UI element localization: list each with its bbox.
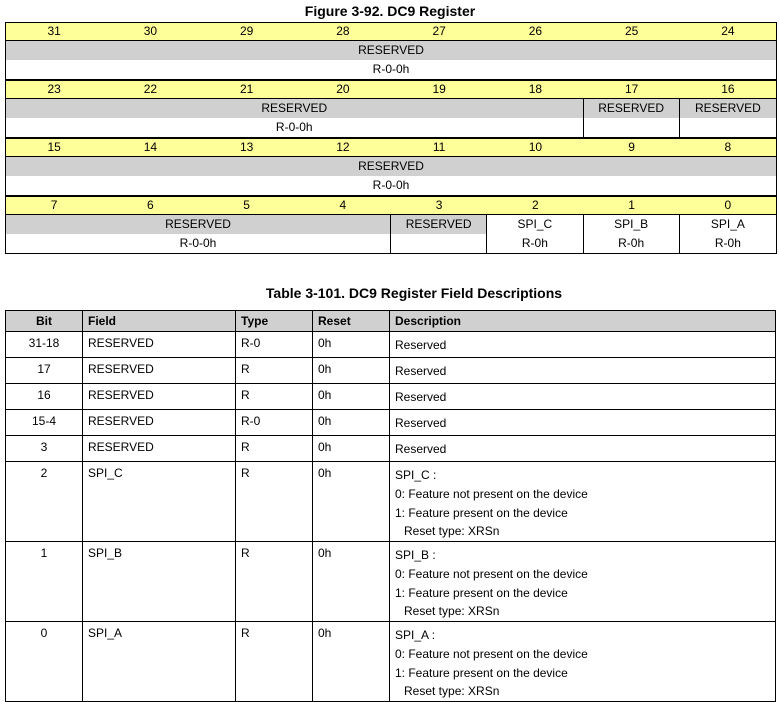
table-row xyxy=(6,332,776,358)
description-line: 0: Feature not present on the device xyxy=(395,567,588,581)
bit-number: 2 xyxy=(532,198,539,212)
table-row xyxy=(6,384,776,410)
bit-number: 3 xyxy=(435,198,443,212)
table-row xyxy=(6,462,776,542)
description-line: 0: Feature not present on the device xyxy=(395,487,588,501)
field-reset-row xyxy=(6,234,776,253)
figure-title: Figure 3-92. DC9 Register xyxy=(304,3,476,19)
cell-description xyxy=(390,622,776,702)
cell-description xyxy=(390,462,776,542)
description-line: 0: Feature not present on the device xyxy=(395,647,588,661)
cell-reset: 0h xyxy=(313,622,390,702)
cell-field: SPI_B xyxy=(83,542,236,622)
cell-type: R xyxy=(236,622,313,702)
cell-reset: 0h xyxy=(313,384,390,410)
bit-number-row xyxy=(6,196,776,215)
cell-type: R-0 xyxy=(236,410,313,436)
reset-type-line: Reset type: XRSn xyxy=(404,524,500,538)
cell-description xyxy=(390,384,776,410)
header-description: Description xyxy=(390,311,776,332)
field-reset-cell: R-0h xyxy=(584,234,680,253)
bit-number: 8 xyxy=(724,140,732,154)
cell-field: RESERVED xyxy=(83,436,236,462)
cell-description xyxy=(390,332,776,358)
field-name-row xyxy=(6,41,776,60)
cell-bit: 1 xyxy=(6,542,83,622)
bit-number: 9 xyxy=(628,140,635,154)
bit-number-row xyxy=(6,138,776,157)
description-line: Reserved xyxy=(395,364,447,378)
table-row xyxy=(6,542,776,622)
field-reset-cell: R-0-0h xyxy=(6,60,776,79)
description-line: SPI_B : xyxy=(395,548,436,562)
bit-number: 17 xyxy=(624,82,639,96)
field-reset-cell: R-0-0h xyxy=(6,234,391,253)
bit-number: 25 xyxy=(624,24,639,38)
cell-bit: 17 xyxy=(6,358,83,384)
field-name-cell: RESERVED xyxy=(6,157,776,176)
cell-field: SPI_C xyxy=(83,462,236,542)
description-line: SPI_A : xyxy=(395,628,436,642)
description-line: Reserved xyxy=(395,442,447,456)
header-field: Field xyxy=(83,311,236,332)
description-line: 1: Feature present on the device xyxy=(395,586,568,600)
cell-description xyxy=(390,410,776,436)
cell-reset: 0h xyxy=(313,332,390,358)
bit-number: 4 xyxy=(339,198,347,212)
bit-number: 21 xyxy=(239,82,254,96)
cell-reset: 0h xyxy=(313,542,390,622)
cell-description xyxy=(390,542,776,622)
field-name-cell: RESERVED xyxy=(584,99,680,118)
bit-number: 15 xyxy=(47,140,61,154)
bit-number: 7 xyxy=(50,198,58,212)
reset-type-line: Reset type: XRSn xyxy=(404,684,500,698)
cell-field: RESERVED xyxy=(83,410,236,436)
table-row xyxy=(6,436,776,462)
bit-number: 26 xyxy=(528,24,543,38)
field-reset-row xyxy=(6,176,776,195)
bit-number: 29 xyxy=(239,24,254,38)
header-bit: Bit xyxy=(6,311,83,332)
bit-number: 10 xyxy=(528,140,543,154)
bit-number: 12 xyxy=(336,140,350,154)
bit-number: 6 xyxy=(147,198,154,212)
field-reset-row xyxy=(6,60,776,79)
cell-bit: 15-4 xyxy=(6,410,83,436)
table-header-row xyxy=(6,311,776,332)
field-reset-cell xyxy=(584,118,680,137)
reset-type-line: Reset type: XRSn xyxy=(404,604,500,618)
description-line: 1: Feature present on the device xyxy=(395,506,568,520)
bit-number: 16 xyxy=(721,82,735,96)
field-name-row xyxy=(6,157,776,176)
cell-type: R xyxy=(236,436,313,462)
cell-bit: 16 xyxy=(6,384,83,410)
field-name-cell: SPI_B xyxy=(584,215,680,234)
table-row xyxy=(6,410,776,436)
register-row xyxy=(6,22,776,80)
table-row xyxy=(6,358,776,384)
cell-bit: 3 xyxy=(6,436,83,462)
field-description-table xyxy=(5,310,776,702)
cell-reset: 0h xyxy=(313,358,390,384)
bit-number: 11 xyxy=(432,140,446,154)
bit-number: 27 xyxy=(432,24,446,38)
cell-reset: 0h xyxy=(313,462,390,542)
field-name-row xyxy=(6,99,776,118)
cell-bit: 0 xyxy=(6,622,83,702)
bit-number: 1 xyxy=(628,198,635,212)
field-reset-row xyxy=(6,118,776,137)
cell-type: R xyxy=(236,542,313,622)
bit-number: 14 xyxy=(143,140,158,154)
cell-field: RESERVED xyxy=(83,358,236,384)
bit-number: 30 xyxy=(143,24,158,38)
field-name-cell: RESERVED xyxy=(680,99,776,118)
field-reset-cell xyxy=(680,118,776,137)
cell-bit: 2 xyxy=(6,462,83,542)
cell-reset: 0h xyxy=(313,436,390,462)
field-name-cell: RESERVED xyxy=(391,215,487,234)
cell-field: RESERVED xyxy=(83,332,236,358)
field-name-cell: SPI_C xyxy=(487,215,583,234)
cell-type: R xyxy=(236,462,313,542)
bit-number: 13 xyxy=(239,140,254,154)
cell-description xyxy=(390,358,776,384)
bit-number: 19 xyxy=(432,82,446,96)
bit-number: 31 xyxy=(47,24,61,38)
bit-number-row xyxy=(6,22,776,41)
cell-type: R xyxy=(236,384,313,410)
bit-number: 5 xyxy=(243,198,250,212)
field-name-row xyxy=(6,215,776,234)
header-type: Type xyxy=(236,311,313,332)
field-name-cell: RESERVED xyxy=(6,215,391,234)
cell-reset: 0h xyxy=(313,410,390,436)
cell-field: RESERVED xyxy=(83,384,236,410)
field-reset-cell: R-0h xyxy=(487,234,583,253)
field-reset-cell: R-0h xyxy=(680,234,776,253)
field-reset-cell: R-0-0h xyxy=(6,176,776,195)
description-line: 1: Feature present on the device xyxy=(395,666,568,680)
cell-field: SPI_A xyxy=(83,622,236,702)
bit-number: 0 xyxy=(724,198,732,212)
bit-number: 22 xyxy=(143,82,158,96)
bit-number: 18 xyxy=(528,82,543,96)
description-line: Reserved xyxy=(395,338,447,352)
field-name-cell: RESERVED xyxy=(6,41,776,60)
cell-type: R-0 xyxy=(236,332,313,358)
field-name-cell: RESERVED xyxy=(6,99,584,118)
cell-description xyxy=(390,436,776,462)
field-reset-cell: R-0-0h xyxy=(6,118,584,137)
bit-number: 24 xyxy=(721,24,735,38)
cell-bit: 31-18 xyxy=(6,332,83,358)
bit-number: 28 xyxy=(336,24,350,38)
table-title: Table 3-101. DC9 Register Field Descriptions xyxy=(265,285,563,301)
register-row xyxy=(6,196,776,254)
table-row xyxy=(6,622,776,702)
register-diagram xyxy=(5,22,777,254)
description-line: Reserved xyxy=(395,416,447,430)
description-line: SPI_C : xyxy=(395,468,437,482)
header-reset: Reset xyxy=(313,311,390,332)
bit-number: 23 xyxy=(47,82,61,96)
bit-number: 20 xyxy=(336,82,350,96)
register-row xyxy=(6,80,776,138)
description-line: Reserved xyxy=(395,390,447,404)
field-name-cell: SPI_A xyxy=(710,217,745,231)
field-reset-cell xyxy=(391,234,487,253)
bit-number-row xyxy=(6,80,776,99)
register-row xyxy=(6,138,776,196)
cell-type: R xyxy=(236,358,313,384)
